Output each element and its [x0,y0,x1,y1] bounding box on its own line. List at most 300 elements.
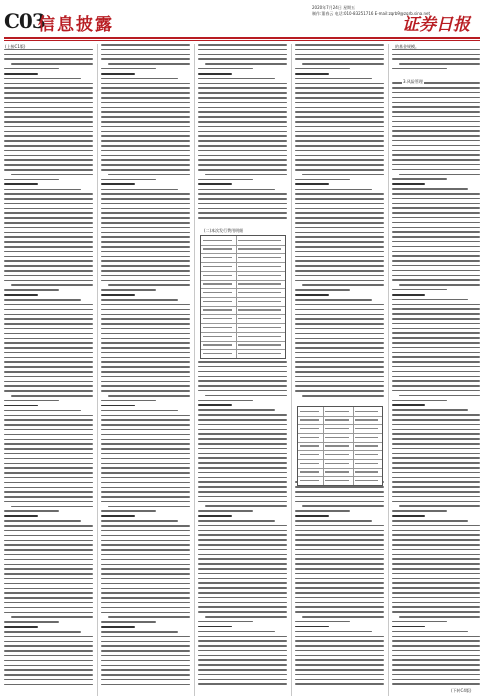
text-line [392,337,480,339]
text-line [392,611,480,613]
section-code: C03 [4,9,45,33]
text-line [101,347,190,349]
text-line [4,525,93,527]
text-line [392,92,480,94]
table-cell [203,327,232,328]
table-row-rule [201,262,285,263]
text-line [295,193,384,195]
text-line [101,289,156,291]
text-line [392,352,480,354]
table-cell [238,327,281,328]
table-column-rule [323,407,324,485]
text-line [198,611,287,613]
text-line [392,453,480,455]
text-line [198,126,287,128]
text-line [392,640,480,642]
text-line [295,587,384,589]
text-line [295,208,384,210]
text-line [101,665,190,667]
text-line [101,323,190,325]
text-line [101,131,190,133]
table-cell [300,480,319,481]
text-line [4,333,93,335]
table-cell [355,480,378,481]
text-line [392,361,480,363]
text-line [101,227,190,229]
text-line [198,664,287,666]
text-line [4,260,93,262]
text-line [392,501,480,503]
text-line [295,554,384,556]
table-cell [203,283,232,284]
text-line [198,655,287,657]
text-line [101,684,190,686]
text-line [4,641,93,643]
text-line [4,309,93,311]
text-line [198,650,287,652]
text-line [101,597,190,599]
text-line [101,477,190,479]
text-line [4,97,93,99]
text-line [198,150,287,152]
text-line [295,496,384,498]
text-line [4,631,81,633]
text-line [101,78,178,80]
text-line [392,376,480,378]
table-row-rule [201,332,285,333]
text-line [101,236,190,238]
text-line [4,448,93,450]
text-line [295,280,384,282]
text-line [295,92,384,94]
text-line [101,419,190,421]
text-line [101,280,190,282]
text-line [302,395,384,397]
text-line [295,54,384,56]
text-line [101,140,190,142]
text-line [101,496,190,498]
text-line [295,58,384,60]
text-line [295,602,384,604]
text-line [198,78,275,80]
text-line [101,342,190,344]
text-line [198,592,287,594]
text-line [295,683,384,685]
table-row-rule [298,442,382,443]
text-line [295,568,384,570]
text-line [295,640,384,642]
text-line [295,515,329,517]
text-line [198,510,253,512]
text-line [101,357,190,359]
text-line [101,588,190,590]
text-line [4,381,93,383]
text-line [295,563,384,565]
text-line [198,414,287,416]
text-line [4,49,93,51]
table-cell [238,344,281,345]
column-divider [291,44,292,696]
table-cell [325,437,348,438]
table-cell [203,301,232,302]
text-line [4,487,93,489]
text-line [392,231,480,233]
text-line [101,275,190,277]
text-line [392,68,447,70]
text-line [198,83,287,85]
text-line [4,621,59,623]
text-line [4,135,93,137]
text-line [4,592,93,594]
text-line [101,439,190,441]
text-line [4,371,93,373]
text-line [198,645,287,647]
text-line [392,332,480,334]
text-line [4,111,93,113]
text-line [4,429,93,431]
text-line [4,540,93,542]
text-line [295,491,384,493]
text-line [101,645,190,647]
contact-line: 制作:董春云 电话:010-83251716 E-mail:zqrb9@zqrb.sina.net [312,11,431,16]
text-line [4,376,93,378]
text-line [392,400,447,402]
table-cell [238,275,281,276]
text-line [101,679,190,681]
text-line [101,559,190,561]
text-line [392,135,480,137]
text-line [101,294,135,296]
text-line [198,217,287,219]
table-cell [355,463,378,464]
text-line [101,405,135,407]
text-line [392,159,480,161]
text-line [4,544,93,546]
text-line [198,563,287,565]
text-line [392,582,480,584]
table-cell [203,336,232,337]
text-line [4,410,81,412]
text-line [101,265,190,267]
table-cell [355,419,378,420]
table-cell [355,445,378,446]
text-line [4,415,93,417]
text-line [4,453,93,455]
text-line [101,371,190,373]
text-line [101,535,190,537]
text-line [392,573,480,575]
table-row-rule [298,416,382,417]
text-line [392,515,425,517]
text-column-4 [295,44,384,696]
text-line [101,241,190,243]
text-line [198,578,287,580]
text-line [101,49,190,51]
text-line [392,97,480,99]
text-line [101,487,190,489]
text-line [392,222,480,224]
text-line [198,68,253,70]
table-cell [238,240,281,241]
table-cell [238,283,281,284]
text-line [4,463,93,465]
text-line [392,299,468,301]
text-line [198,496,287,498]
text-line [392,198,480,200]
text-line [392,342,480,344]
table-cell [300,445,319,446]
text-line [295,83,384,85]
text-line [295,212,384,214]
text-line [4,150,93,152]
table-cell [203,318,232,319]
column-5-lead: 的基金规模。 [395,44,419,49]
table-cell [203,344,232,345]
text-line [392,390,480,392]
text-line [4,126,93,128]
text-line [198,472,287,474]
text-line [295,592,384,594]
text-line [392,645,480,647]
table-cell [203,292,232,293]
text-line [4,155,93,157]
text-line [4,535,93,537]
text-line [295,260,384,262]
text-line [295,121,384,123]
text-line [198,92,287,94]
text-line [101,631,178,633]
text-line [198,116,287,118]
text-column-1 [4,44,93,696]
fee-table [200,235,286,359]
table-cell [325,428,348,429]
table-row-rule [201,306,285,307]
table-cell [325,411,348,412]
text-line [295,270,384,272]
text-line [392,49,480,51]
table-cell [238,318,281,319]
text-line [198,212,287,214]
text-line [392,554,480,556]
text-line [4,467,93,469]
table-row-rule [298,459,382,460]
header-rule [4,37,480,39]
table-cell [203,240,232,241]
text-line [295,145,384,147]
text-line [101,424,190,426]
text-line [4,116,93,118]
text-line [295,256,384,258]
text-line [392,626,425,628]
table-cell [300,419,319,420]
table-cell [238,266,281,267]
text-line [295,534,384,536]
text-line [392,323,480,325]
text-line [4,458,93,460]
text-line [399,174,480,176]
text-line [399,616,480,618]
text-line [392,106,480,108]
text-line [108,63,190,65]
text-line [295,655,384,657]
text-line [392,289,447,291]
text-line [4,684,93,686]
text-line [4,78,81,80]
text-line [4,573,93,575]
text-line [4,669,93,671]
text-line [4,491,93,493]
text-line [392,674,480,676]
text-line [4,121,93,123]
text-line [295,486,384,488]
text-line [392,409,468,411]
text-line [198,155,287,157]
text-line [198,366,287,368]
text-line [295,357,384,359]
text-line [392,457,480,459]
text-line [198,481,287,483]
text-line [4,405,38,407]
table-row-rule [298,476,382,477]
text-line [295,539,384,541]
text-line [198,501,287,503]
text-line [198,544,287,546]
text-line [392,568,480,570]
text-line [4,236,93,238]
text-line [4,275,93,277]
text-line [295,333,384,335]
header-rule-thin [4,40,480,41]
text-line [4,510,59,512]
text-line [392,58,480,60]
text-line [295,385,384,387]
table-cell [355,428,378,429]
text-line [392,481,480,483]
text-line [392,212,480,214]
text-line [4,674,93,676]
text-line [302,505,384,507]
text-line [198,376,287,378]
text-line [101,525,190,527]
text-line [4,256,93,258]
text-line [108,616,190,618]
text-line [4,183,38,185]
text-line [198,385,287,387]
text-line [295,390,384,392]
text-line [101,126,190,128]
text-line [4,107,93,109]
text-line [4,169,93,171]
text-line [101,54,190,56]
text-line [4,83,93,85]
text-line [392,602,480,604]
text-line [198,477,287,479]
text-line [392,251,480,253]
text-line [295,342,384,344]
text-line [4,655,93,657]
text-line [205,174,287,176]
text-line [295,338,384,340]
text-line [4,241,93,243]
text-line [392,275,480,277]
text-line [101,578,190,580]
text-line [4,612,93,614]
text-line [101,583,190,585]
text-line [302,174,384,176]
text-line [101,385,190,387]
table-row-rule [298,424,382,425]
continued-from-note: (上接C1版) [5,44,26,49]
text-line [392,491,480,493]
text-line [198,135,287,137]
text-line [392,544,480,546]
text-line [4,265,93,267]
text-line [198,636,287,638]
text-line [392,486,480,488]
text-line [392,558,480,560]
text-line [198,597,287,599]
text-line [198,683,287,685]
text-line [295,376,384,378]
text-line [392,438,480,440]
text-line [101,169,190,171]
table-cell [203,257,232,258]
text-line [295,164,384,166]
text-line [11,506,93,508]
text-line [399,505,480,507]
text-line [392,631,468,633]
text-line [101,83,190,85]
text-line [392,347,480,349]
table-cell [300,411,319,412]
text-line [198,87,287,89]
text-line [295,97,384,99]
text-line [295,135,384,137]
text-line [101,92,190,94]
table-cell [203,266,232,267]
text-line [392,246,480,248]
text-line [295,150,384,152]
text-line [4,530,93,532]
text-line [198,140,287,142]
text-line [295,289,350,291]
text-line [101,217,190,219]
text-line [198,659,287,661]
text-line [101,612,190,614]
text-line [198,433,287,435]
text-line [295,102,384,104]
text-line [295,241,384,243]
table-row-rule [201,253,285,254]
text-line [392,203,480,205]
text-line [198,111,287,113]
text-line [205,395,287,397]
text-line [392,587,480,589]
text-line [198,573,287,575]
text-line [108,506,190,508]
text-line [295,87,384,89]
text-line [295,573,384,575]
text-line [392,380,480,382]
text-line [101,568,190,570]
column-divider [388,44,389,696]
table-row-rule [201,297,285,298]
text-line [392,279,480,281]
text-line [101,602,190,604]
text-line [101,270,190,272]
continued-note: (下转C4版) [451,688,472,693]
text-line [392,592,480,594]
